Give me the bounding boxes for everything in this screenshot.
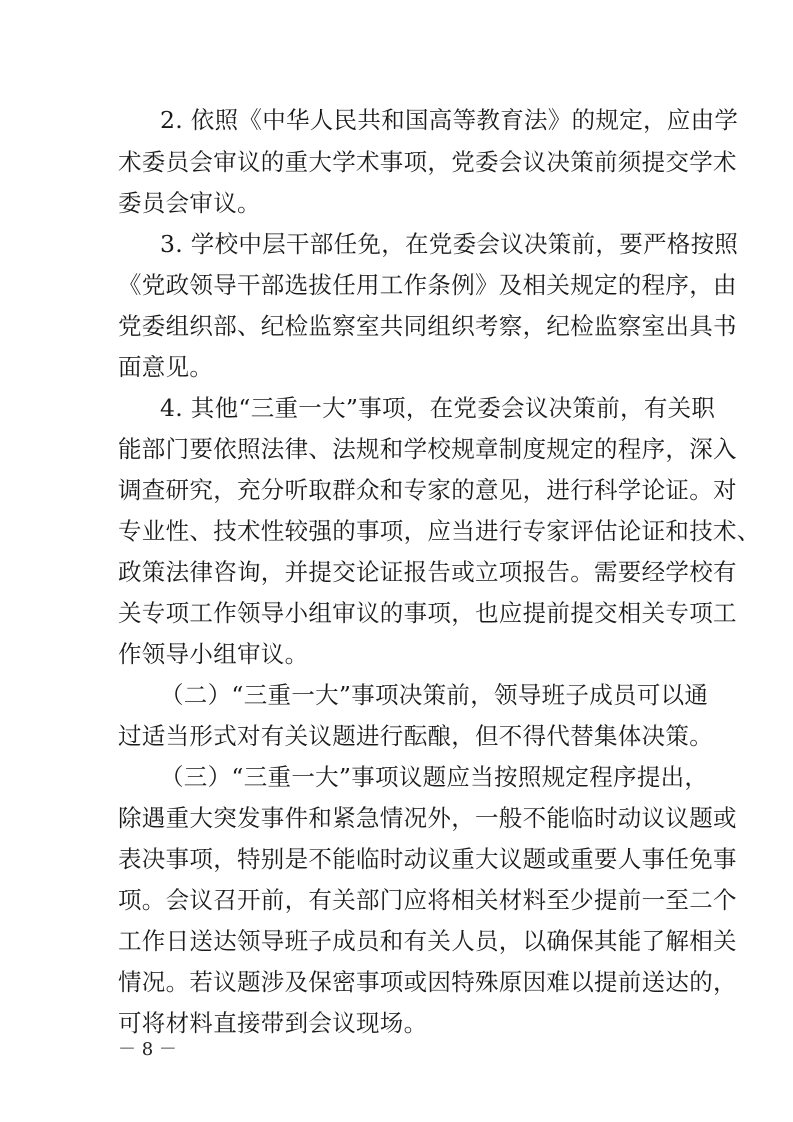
- text-line-10: 调查研究，充分听取群众和专家的意见，进行科学论证。对: [118, 476, 737, 504]
- text-line-5: 《党政领导干部选拔任用工作条例》及相关规定的程序，由: [118, 271, 737, 299]
- text-line-23: 可将材料直接带到会议现场。: [118, 1009, 428, 1037]
- text-line-9: 能部门要依照法律、法规和学校规章制度规定的程序，深入: [118, 435, 737, 463]
- text-line-14: 作领导小组审议。: [118, 640, 309, 668]
- text-line-1: 2. 依照《中华人民共和国高等教育法》的规定，应由学: [160, 106, 739, 134]
- text-line-16: 过适当形式对有关议题进行酝酿，但不得代替集体决策。: [118, 722, 713, 750]
- text-line-15: （二）“三重一大”事项决策前，领导班子成员可以通: [160, 681, 709, 709]
- text-line-19: 表决事项，特别是不能临时动议重大议题或重要人事任免事: [118, 845, 737, 873]
- text-line-22: 情况。若议题涉及保密事项或因特殊原因难以提前送达的，: [118, 968, 737, 996]
- text-line-21: 工作日送达领导班子成员和有关人员，以确保其能了解相关: [118, 927, 737, 955]
- text-line-13: 关专项工作领导小组审议的事项，也应提前提交相关专项工: [118, 599, 737, 627]
- text-line-3: 委员会审议。: [118, 189, 261, 217]
- text-line-18: 除遇重大突发事件和紧急情况外，一般不能临时动议议题或: [118, 804, 737, 832]
- text-line-8: 4. 其他“三重一大”事项，在党委会议决策前，有关职: [160, 394, 716, 422]
- text-line-2: 术委员会审议的重大学术事项，党委会议决策前须提交学术: [118, 148, 737, 176]
- text-line-11: 专业性、技术性较强的事项，应当进行专家评估论证和技术、: [118, 517, 761, 545]
- text-line-12: 政策法律咨询，并提交论证报告或立项报告。需要经学校有: [118, 558, 737, 586]
- text-line-6: 党委组织部、纪检监察室共同组织考察，纪检监察室出具书: [118, 312, 737, 340]
- page-number: － 8 －: [118, 1039, 177, 1060]
- text-line-7: 面意见。: [118, 353, 214, 381]
- text-line-17: （三）“三重一大”事项议题应当按照规定程序提出，: [160, 763, 709, 791]
- text-line-4: 3. 学校中层干部任免，在党委会议决策前，要严格按照: [160, 230, 739, 258]
- text-line-20: 项。会议召开前，有关部门应将相关材料至少提前一至二个: [118, 886, 737, 914]
